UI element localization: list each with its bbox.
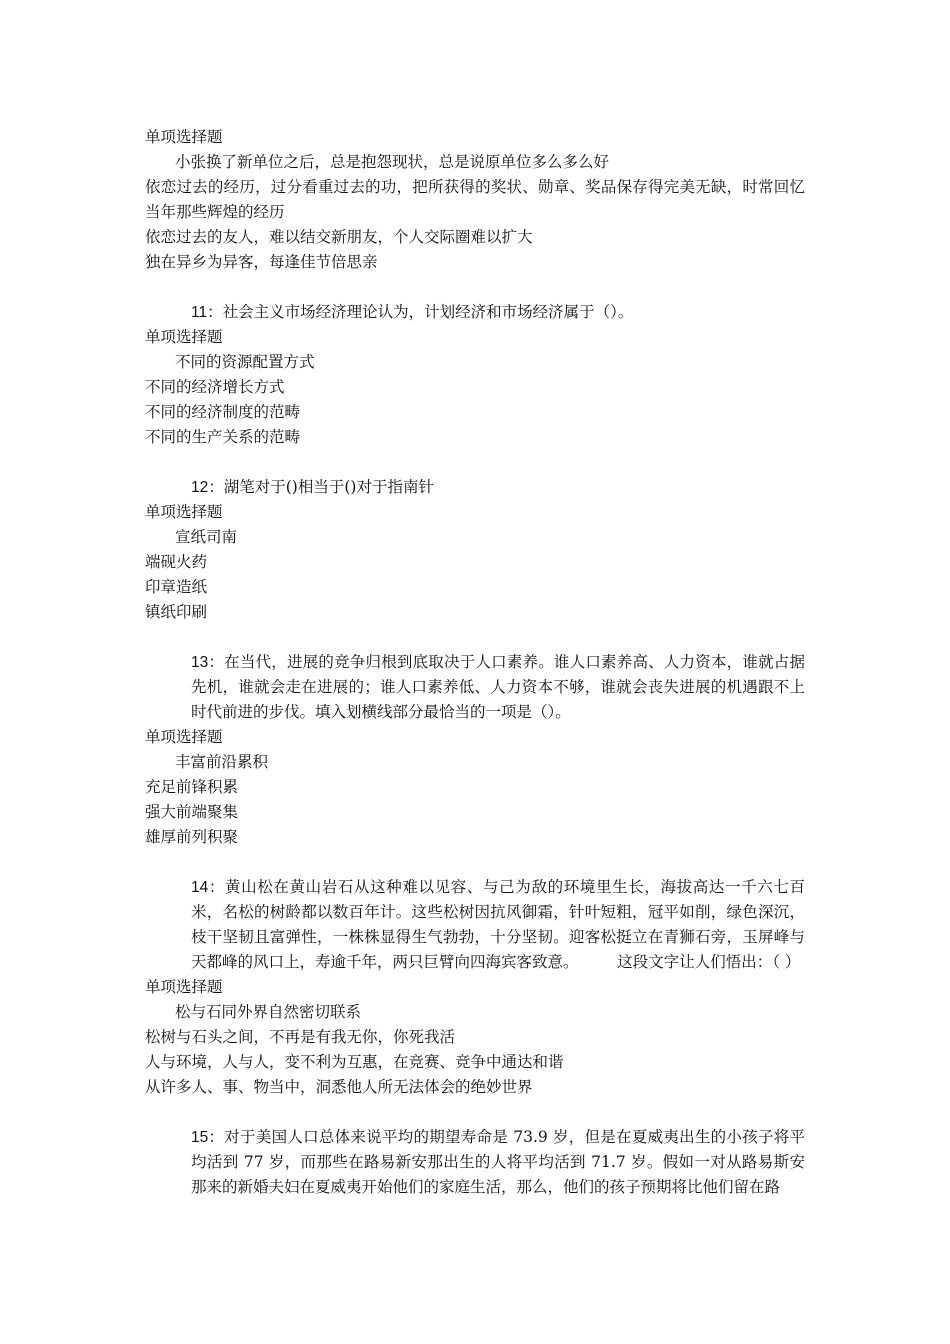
option-a: 小张换了新单位之后，总是抱怨现状，总是说原单位多么多么好 xyxy=(175,153,610,171)
option-c: 强大前端聚集 xyxy=(145,803,239,821)
option-b: 充足前锋积累 xyxy=(145,778,239,796)
question-type-label: 单项选择题 xyxy=(145,978,223,996)
option-b: 端砚火药 xyxy=(145,553,208,571)
option-c: 印章造纸 xyxy=(145,578,208,596)
question-type-label: 单项选择题 xyxy=(145,128,223,146)
option-d: 不同的生产关系的范畴 xyxy=(145,428,301,446)
option-a: 松与石同外界自然密切联系 xyxy=(175,1003,362,1021)
question-text: ：在当代，进展的竞争归根到底取决于人口素养。谁人口素养高、人力资本，谁就占据先机，谁就会走在进展的；谁人口素养低、人力资本不够，谁就会丧失进展的机遇跟不上时代前进的步伐。填入划横线部分最恰当的一项是（）。 xyxy=(191,653,805,721)
question-number: 12 xyxy=(191,479,209,496)
question-number: 14 xyxy=(191,879,209,896)
question-number: 13 xyxy=(191,654,209,671)
question-type-label: 单项选择题 xyxy=(145,503,223,521)
document-content xyxy=(145,125,805,1200)
option-a: 不同的资源配置方式 xyxy=(175,353,315,371)
question-text: ：社会主义市场经济理论认为，计划经济和市场经济属于（）。 xyxy=(207,303,634,321)
question-13-stem xyxy=(145,650,805,725)
option-d: 从许多人、事、物当中，洞悉他人所无法体会的绝妙世界 xyxy=(145,1078,533,1096)
option-a: 宣纸司南 xyxy=(175,528,238,546)
option-b: 依恋过去的经历，过分看重过去的功，把所获得的奖状、勋章、奖品保存得完美无缺，时常回忆当年那些辉煌的经历 xyxy=(145,178,805,221)
question-text: ：对于美国人口总体来说平均的期望寿命是 73.9 岁，但是在夏威夷出生的小孩子将平均活到 77 岁，而那些在路易新安那出生的人将平均活到 71.7 岁。假如一对从路易斯安那来的新婚夫妇在夏威夷开始他们的家庭生活，那么，他们的孩子预期将比他们留在路 xyxy=(191,1128,805,1196)
question-type-label: 单项选择题 xyxy=(145,728,223,746)
question-15-stem xyxy=(145,1125,805,1200)
question-number: 11 xyxy=(191,304,208,321)
option-d: 独在异乡为异客，每逢佳节倍思亲 xyxy=(145,253,378,271)
option-d: 雄厚前列积聚 xyxy=(145,828,239,846)
question-type-label: 单项选择题 xyxy=(145,328,223,346)
question-11-stem xyxy=(145,300,805,325)
option-b: 不同的经济增长方式 xyxy=(145,378,285,396)
option-c: 人与环境，人与人，变不利为互惠，在竞赛、竞争中通达和谐 xyxy=(145,1053,564,1071)
option-c: 不同的经济制度的范畴 xyxy=(145,403,301,421)
question-number: 15 xyxy=(191,1129,209,1146)
option-b: 松树与石头之间，不再是有我无你，你死我活 xyxy=(145,1028,456,1046)
question-text: ：黄山松在黄山岩石从这种难以见容、与己为敌的环境里生长，海拔高达一千六七百米，名松的树龄都以数百年计。这些松树因抗风御霜，针叶短粗，冠平如削，绿色深沉，枝干坚韧且富弹性，一株株显得生气勃勃，十分坚韧。迎客松挺立在青狮石旁，玉屏峰与天都峰的风口上，寿逾千年，两只巨臂向四海宾客致意。 这段文字让人们悟出：（ ） xyxy=(191,878,805,971)
question-text: ：湖笔对于()相当于()对于指南针 xyxy=(208,478,434,496)
option-d: 镇纸印刷 xyxy=(145,603,208,621)
option-a: 丰富前沿累积 xyxy=(175,753,269,771)
question-12-stem xyxy=(145,475,805,500)
option-c: 依恋过去的友人，难以结交新朋友，个人交际圈难以扩大 xyxy=(145,228,533,246)
question-14-stem xyxy=(145,875,805,975)
